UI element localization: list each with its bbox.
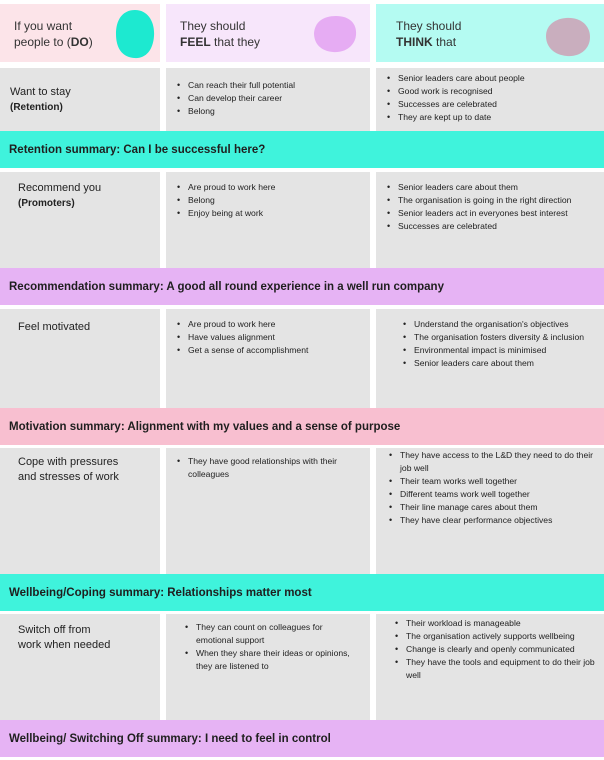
row-label: Feel motivated xyxy=(18,321,91,333)
list-item: • The organisation actively supports wellbeing xyxy=(394,630,600,643)
header-do xyxy=(0,4,160,62)
list-item: • Their workload is manageable xyxy=(394,617,600,630)
list-item: • They have good relationships with their colleagues xyxy=(176,455,362,481)
row-cope-do xyxy=(0,448,160,574)
list-item: • The organisation is going in the right direction xyxy=(386,194,592,207)
row-retention-feel xyxy=(166,68,370,131)
header-think-text: They should THINK that xyxy=(396,19,462,49)
row-recommend-feel xyxy=(166,172,370,268)
list-item: • Can reach their full potential xyxy=(176,79,362,92)
list-item: • Successes are celebrated xyxy=(386,98,596,111)
think-list xyxy=(402,318,598,370)
row-switch-off-think xyxy=(376,614,604,720)
list-item: • Senior leaders care about people xyxy=(386,72,596,85)
retention-summary: Retention summary: Can I be successful here? xyxy=(0,131,604,168)
list-item: • Are proud to work here xyxy=(176,318,316,331)
list-item: • Can develop their career xyxy=(176,92,362,105)
row-motivated-do xyxy=(0,309,160,408)
list-item: • Change is clearly and openly communicated xyxy=(394,643,600,656)
feel-list xyxy=(176,79,362,118)
header-feel xyxy=(166,4,370,62)
list-item: • Understand the organisation's objectives xyxy=(402,318,598,331)
list-item: • Environmental impact is minimised xyxy=(402,344,598,357)
think-list xyxy=(386,72,596,124)
header-feel-text: They should FEEL that they xyxy=(180,19,261,49)
row-retention-think xyxy=(376,68,604,131)
think-list xyxy=(388,449,598,527)
feel-list xyxy=(176,455,362,481)
row-label: Want to stay (Retention) xyxy=(10,86,71,113)
row-label: Recommend you (Promoters) xyxy=(18,182,102,209)
list-item: • Senior leaders care about them xyxy=(402,357,598,370)
list-item: • They have access to the L&D they need to do their job well xyxy=(388,449,598,475)
list-item: • Enjoy being at work xyxy=(176,207,362,220)
list-item: • The organisation fosters diversity & inclusion xyxy=(402,331,598,344)
header-do-text: If you want people to (DO) xyxy=(14,19,93,49)
list-item: • They are kept up to date xyxy=(386,111,596,124)
list-item: • Senior leaders care about them xyxy=(386,181,592,194)
row-recommend-do xyxy=(0,172,160,268)
wellbeing-coping-summary: Wellbeing/Coping summary: Relationships matter most xyxy=(0,574,604,611)
feel-list xyxy=(176,318,316,357)
list-item: • They can count on colleagues for emotional support xyxy=(184,621,350,647)
feel-list xyxy=(184,621,350,673)
list-item: • Their line manage cares about them xyxy=(388,501,598,514)
feel-list xyxy=(176,181,362,220)
list-item: • Belong xyxy=(176,194,362,207)
list-item: • Get a sense of accomplishment xyxy=(176,344,316,357)
list-item: • Successes are celebrated xyxy=(386,220,592,233)
list-item: • When they share their ideas or opinions, they are listened to xyxy=(184,647,350,673)
row-retention-do xyxy=(0,68,160,131)
list-item: • Belong xyxy=(176,105,362,118)
lilac-blob-icon xyxy=(312,14,358,54)
list-item: • Senior leaders act in everyones best interest xyxy=(386,207,592,220)
row-recommend-think xyxy=(376,172,604,268)
think-list xyxy=(394,617,600,682)
think-list xyxy=(386,181,592,233)
row-motivated-think xyxy=(376,309,604,408)
list-item: • They have the tools and equipment to do their job well xyxy=(394,656,600,682)
list-item: • Good work is recognised xyxy=(386,85,596,98)
recommendation-summary: Recommendation summary: A good all round experience in a well run company xyxy=(0,268,604,305)
list-item: • Have values alignment xyxy=(176,331,316,344)
row-cope-feel xyxy=(166,448,370,574)
header-think xyxy=(376,4,604,62)
list-item: • Their team works well together xyxy=(388,475,598,488)
row-label: Cope with pressures and stresses of work xyxy=(18,456,119,483)
row-cope-think xyxy=(376,448,604,574)
mauve-blob-icon xyxy=(544,16,592,58)
teal-blob-icon xyxy=(114,8,156,60)
list-item: • Are proud to work here xyxy=(176,181,362,194)
row-switch-off-do xyxy=(0,614,160,720)
motivation-summary: Motivation summary: Alignment with my values and a sense of purpose xyxy=(0,408,604,445)
wellbeing-switching-off-summary: Wellbeing/ Switching Off summary: I need to feel in control xyxy=(0,720,604,757)
row-switch-off-feel xyxy=(166,614,370,720)
list-item: • They have clear performance objectives xyxy=(388,514,598,527)
row-label: Switch off from work when needed xyxy=(18,624,111,651)
list-item: • Different teams work well together xyxy=(388,488,598,501)
row-motivated-feel xyxy=(166,309,370,408)
